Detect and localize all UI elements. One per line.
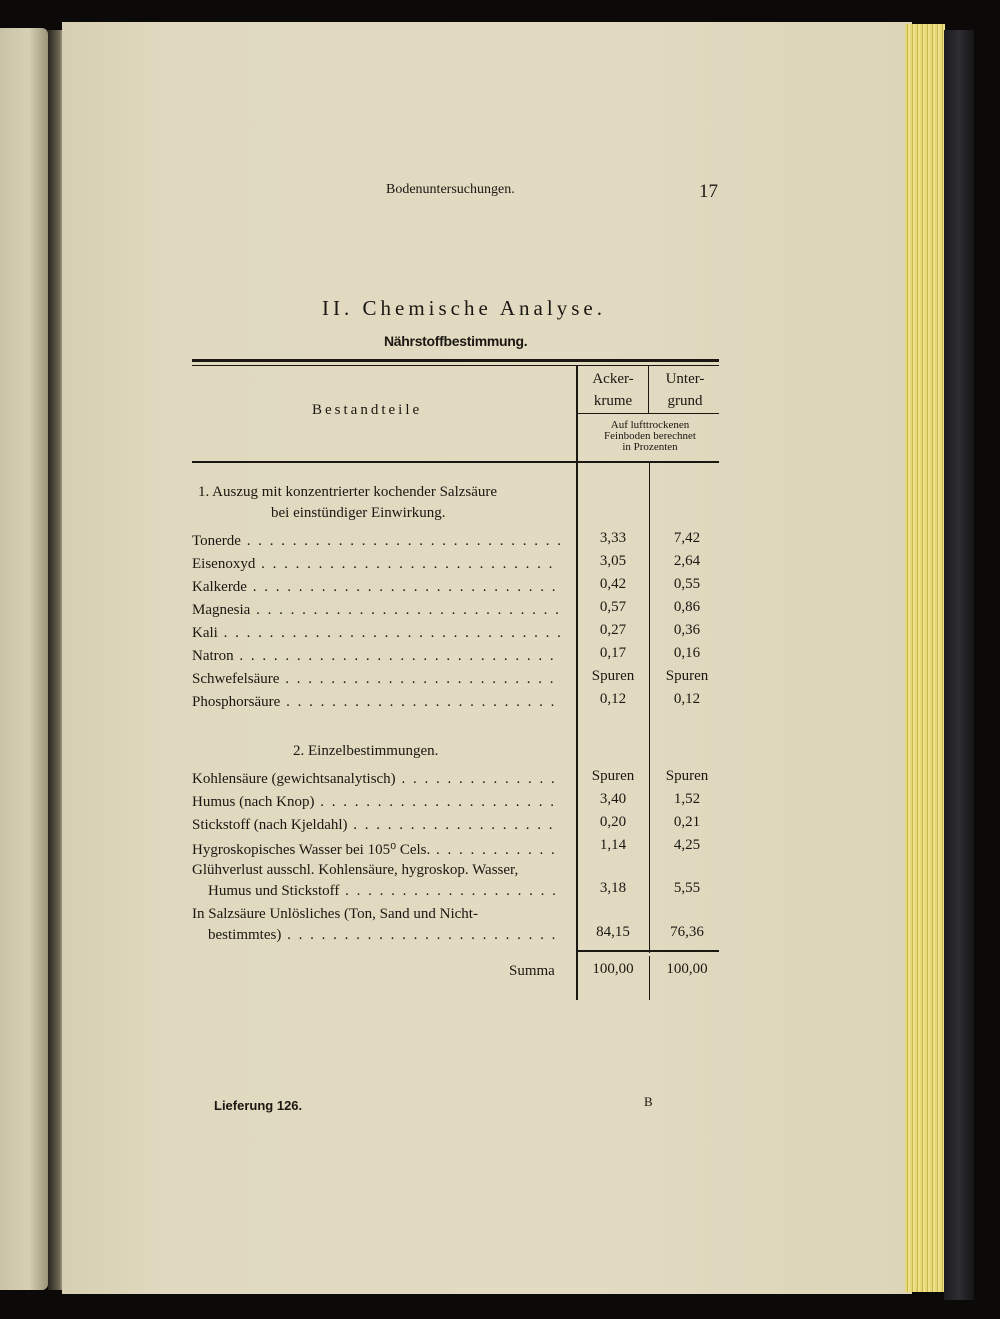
- value-gluehverlust-ackerkrume: 3,18: [599, 880, 627, 896]
- value-natron-untergrund: 0,16: [673, 645, 701, 661]
- value-total-ackerkrume: 100,00: [592, 961, 634, 977]
- row-label-kohlensaeure: Kohlensäure (gewichtsanalytisch) . . .: [192, 771, 560, 788]
- total-rule: [577, 950, 719, 952]
- value-phosphorsaeure-untergrund: 0,12: [673, 691, 701, 707]
- row-label-kali: Kali . . .: [192, 625, 560, 642]
- value-eisenoxyd-ackerkrume: 3,05: [599, 553, 627, 569]
- page-block-edge: [905, 24, 945, 1292]
- header-untergrund-line1: Unter-: [665, 371, 705, 387]
- header-bottom-rule: [192, 461, 719, 463]
- value-kali-ackerkrume: 0,27: [599, 622, 627, 638]
- value-unloesliches-untergrund: 76,36: [670, 924, 704, 940]
- row-label-unloesliches-line1: In Salzsäure Unlösliches (Ton, Sand und Nicht-: [192, 906, 478, 922]
- value-kalkerde-ackerkrume: 0,42: [599, 576, 627, 592]
- value-total-untergrund: 100,00: [666, 961, 708, 977]
- total-label: Summa: [509, 963, 555, 979]
- row-label-magnesia: Magnesia . . .: [192, 602, 560, 619]
- row-label-hygroskopisches-wasser: Hygroskopisches Wasser bei 105⁰ Cels. . . .: [192, 840, 560, 859]
- header-note-line1: Auf lufttrockenen: [610, 419, 690, 431]
- row-label-stickstoff: Stickstoff (nach Kjeldahl) . . .: [192, 817, 560, 834]
- value-humus-ackerkrume: 3,40: [599, 791, 627, 807]
- column-header-note: [580, 420, 720, 453]
- footer-signature: B: [644, 1094, 653, 1109]
- footer-delivery: Lieferung 126.: [214, 1098, 303, 1113]
- value-magnesia-untergrund: 0,86: [673, 599, 701, 615]
- row-label-unloesliches: bestimmtes) . . .: [208, 927, 560, 944]
- total-column-divider: [649, 956, 650, 1000]
- value-natron-ackerkrume: 0,17: [599, 645, 627, 661]
- value-kohlensaeure-untergrund: Spuren: [665, 768, 709, 784]
- value-eisenoxyd-untergrund: 2,64: [673, 553, 701, 569]
- value-kali-untergrund: 0,36: [673, 622, 701, 638]
- value-column-divider: [649, 463, 650, 953]
- value-hygroskopisches-wasser-untergrund: 4,25: [673, 837, 701, 853]
- column-header-untergrund: [652, 368, 718, 412]
- header-subdivider: [577, 413, 719, 414]
- value-gluehverlust-untergrund: 5,55: [673, 880, 701, 896]
- row-label-phosphorsaeure: Phosphorsäure . . .: [192, 694, 560, 711]
- section-subtitle: Nährstoffbestimmung.: [384, 333, 528, 349]
- row-label-tonerde: Tonerde . . .: [192, 533, 560, 550]
- value-kalkerde-untergrund: 0,55: [673, 576, 701, 592]
- header-ackerkrume-line1: Acker-: [592, 371, 634, 387]
- row-label-natron: Natron . . .: [192, 648, 560, 665]
- value-schwefelsaeure-ackerkrume: Spuren: [591, 668, 635, 684]
- value-hygroskopisches-wasser-ackerkrume: 1,14: [599, 837, 627, 853]
- book-cover: [944, 30, 974, 1300]
- value-phosphorsaeure-ackerkrume: 0,12: [599, 691, 627, 707]
- facing-page-edge: [0, 28, 48, 1290]
- value-schwefelsaeure-untergrund: Spuren: [665, 668, 709, 684]
- header-untergrund-line2: grund: [667, 393, 703, 409]
- header-note-line3: in Prozenten: [622, 441, 678, 453]
- header-column-divider: [648, 366, 649, 413]
- group1-heading-line1: 1. Auszug mit konzentrierter kochender Salzsäure: [198, 484, 498, 500]
- value-unloesliches-ackerkrume: 84,15: [596, 924, 630, 940]
- value-humus-untergrund: 1,52: [673, 791, 701, 807]
- table-top-rule-thick: [192, 359, 719, 362]
- row-label-eisenoxyd: Eisenoxyd . . .: [192, 556, 560, 573]
- column-header-ackerkrume: [580, 368, 646, 412]
- row-label-gluehverlust: Humus und Stickstoff . . .: [208, 883, 560, 900]
- row-label-kalkerde: Kalkerde . . .: [192, 579, 560, 596]
- row-label-schwefelsaeure: Schwefelsäure . . .: [192, 671, 560, 688]
- group1-heading-line2: bei einstündiger Einwirkung.: [271, 505, 446, 521]
- value-stickstoff-ackerkrume: 0,20: [599, 814, 627, 830]
- group2-heading: 2. Einzelbestimmungen.: [293, 743, 439, 759]
- value-kohlensaeure-ackerkrume: Spuren: [591, 768, 635, 784]
- header-ackerkrume-line2: krume: [593, 393, 633, 409]
- value-tonerde-ackerkrume: 3,33: [599, 530, 627, 546]
- row-label-humus: Humus (nach Knop) . . .: [192, 794, 560, 811]
- main-column-divider: [576, 366, 578, 1000]
- table-top-rule-thin: [192, 365, 719, 366]
- row-label-gluehverlust-line1: Glühverlust ausschl. Kohlensäure, hygroskop. Wasser,: [192, 862, 519, 878]
- page-number: 17: [699, 181, 718, 202]
- value-magnesia-ackerkrume: 0,57: [599, 599, 627, 615]
- value-tonerde-untergrund: 7,42: [673, 530, 701, 546]
- running-title: Bodenuntersuchungen.: [386, 182, 515, 197]
- column-header-bestandteile: Bestandteile: [312, 402, 423, 418]
- section-title: II. Chemische Analyse.: [322, 296, 606, 320]
- header-note-line2: Feinboden berechnet: [604, 430, 696, 442]
- value-stickstoff-untergrund: 0,21: [673, 814, 701, 830]
